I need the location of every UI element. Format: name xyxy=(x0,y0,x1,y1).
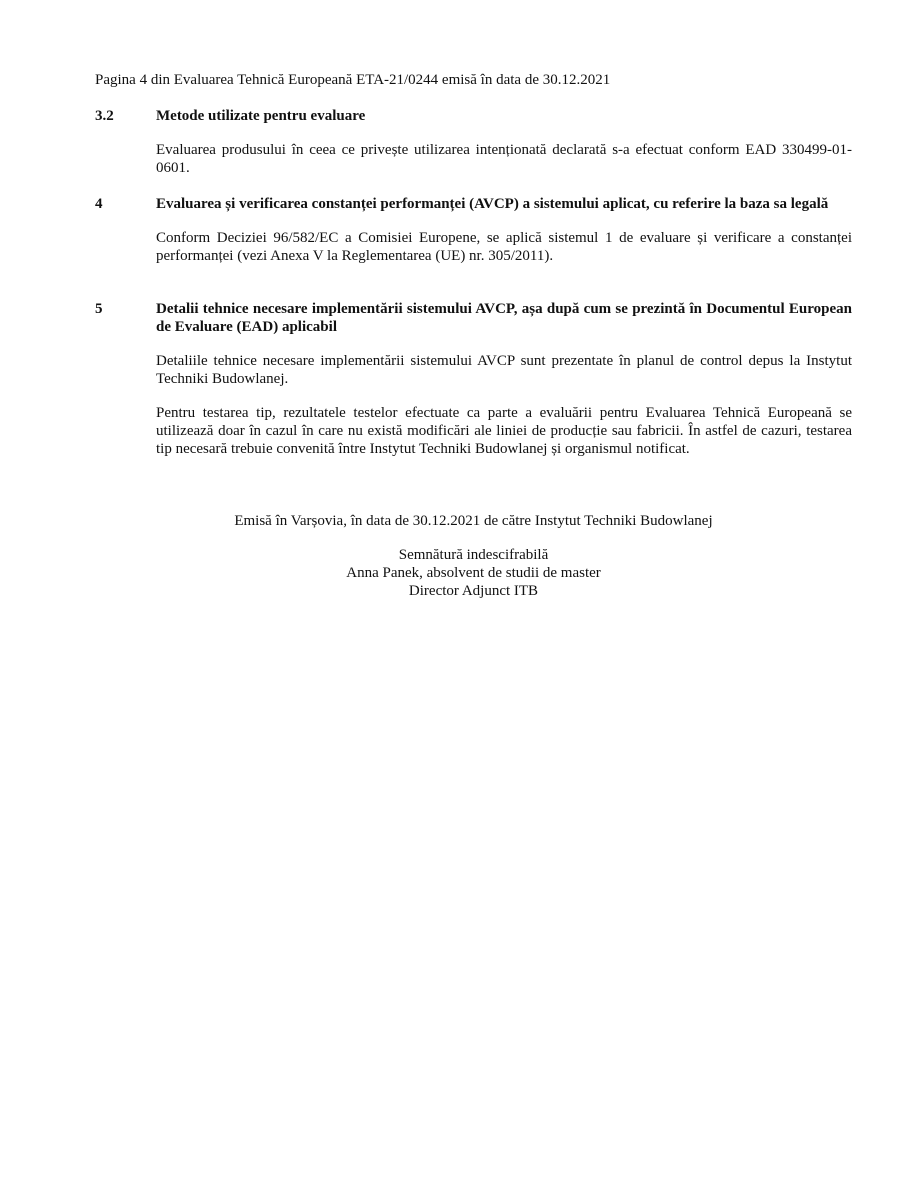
section-heading xyxy=(95,195,852,213)
section-heading xyxy=(95,300,852,336)
section-paragraph: Pentru testarea tip, rezultatele testelor efectuate ca parte a evaluării pentru Evaluarea Tehnică Europeană se utilizează doar în cazul în care nu există modificări ale liniei de producție sau fabricii. În astfel de cazuri, testarea tip necesară trebuie convenită între Instytut Techniki Budowlanej și organismul notificat. xyxy=(156,405,852,457)
section-number: 5 xyxy=(95,301,103,317)
section-paragraph: Evaluarea produsului în ceea ce privește utilizarea intenționată declarată s-a efectuat conform EAD 330499-01-0601. xyxy=(156,142,852,176)
section-number: 4 xyxy=(95,196,103,212)
issue-statement: Emisă în Varșovia, în data de 30.12.2021 de către Instytut Techniki Budowlanej xyxy=(234,513,713,529)
section-paragraph: Conform Deciziei 96/582/EC a Comisiei Europene, se aplică sistemul 1 de evaluare și verificare a constanței performanței (vezi Anexa V la Reglementarea (UE) nr. 305/2011). xyxy=(156,230,852,264)
section-title: Metode utilizate pentru evaluare xyxy=(156,108,366,124)
page-header: Pagina 4 din Evaluarea Tehnică Europeană ETA-21/0244 emisă în data de 30.12.2021 xyxy=(95,72,611,88)
section-4 xyxy=(95,195,852,265)
signatory-role: Director Adjunct ITB xyxy=(408,583,539,599)
section-title: Evaluarea și verificarea constanței performanței (AVCP) a sistemului aplicat, cu referire la baza sa legală xyxy=(156,196,829,212)
section-heading xyxy=(95,107,852,125)
signature-block xyxy=(95,512,852,600)
section-number: 3.2 xyxy=(95,108,114,124)
section-title: Detalii tehnice necesare implementării sistemului AVCP, așa după cum se prezintă în Documentul European de Evaluare (EAD) aplicabil xyxy=(156,301,852,335)
signature-note: Semnătură indescifrabilă xyxy=(398,547,549,563)
signatory-name: Anna Panek, absolvent de studii de master xyxy=(346,565,601,581)
section-3-2 xyxy=(95,107,852,177)
section-paragraph: Detaliile tehnice necesare implementării sistemului AVCP sunt prezentate în planul de control depus la Instytut Techniki Budowlanej. xyxy=(156,353,852,387)
section-5 xyxy=(95,300,852,458)
